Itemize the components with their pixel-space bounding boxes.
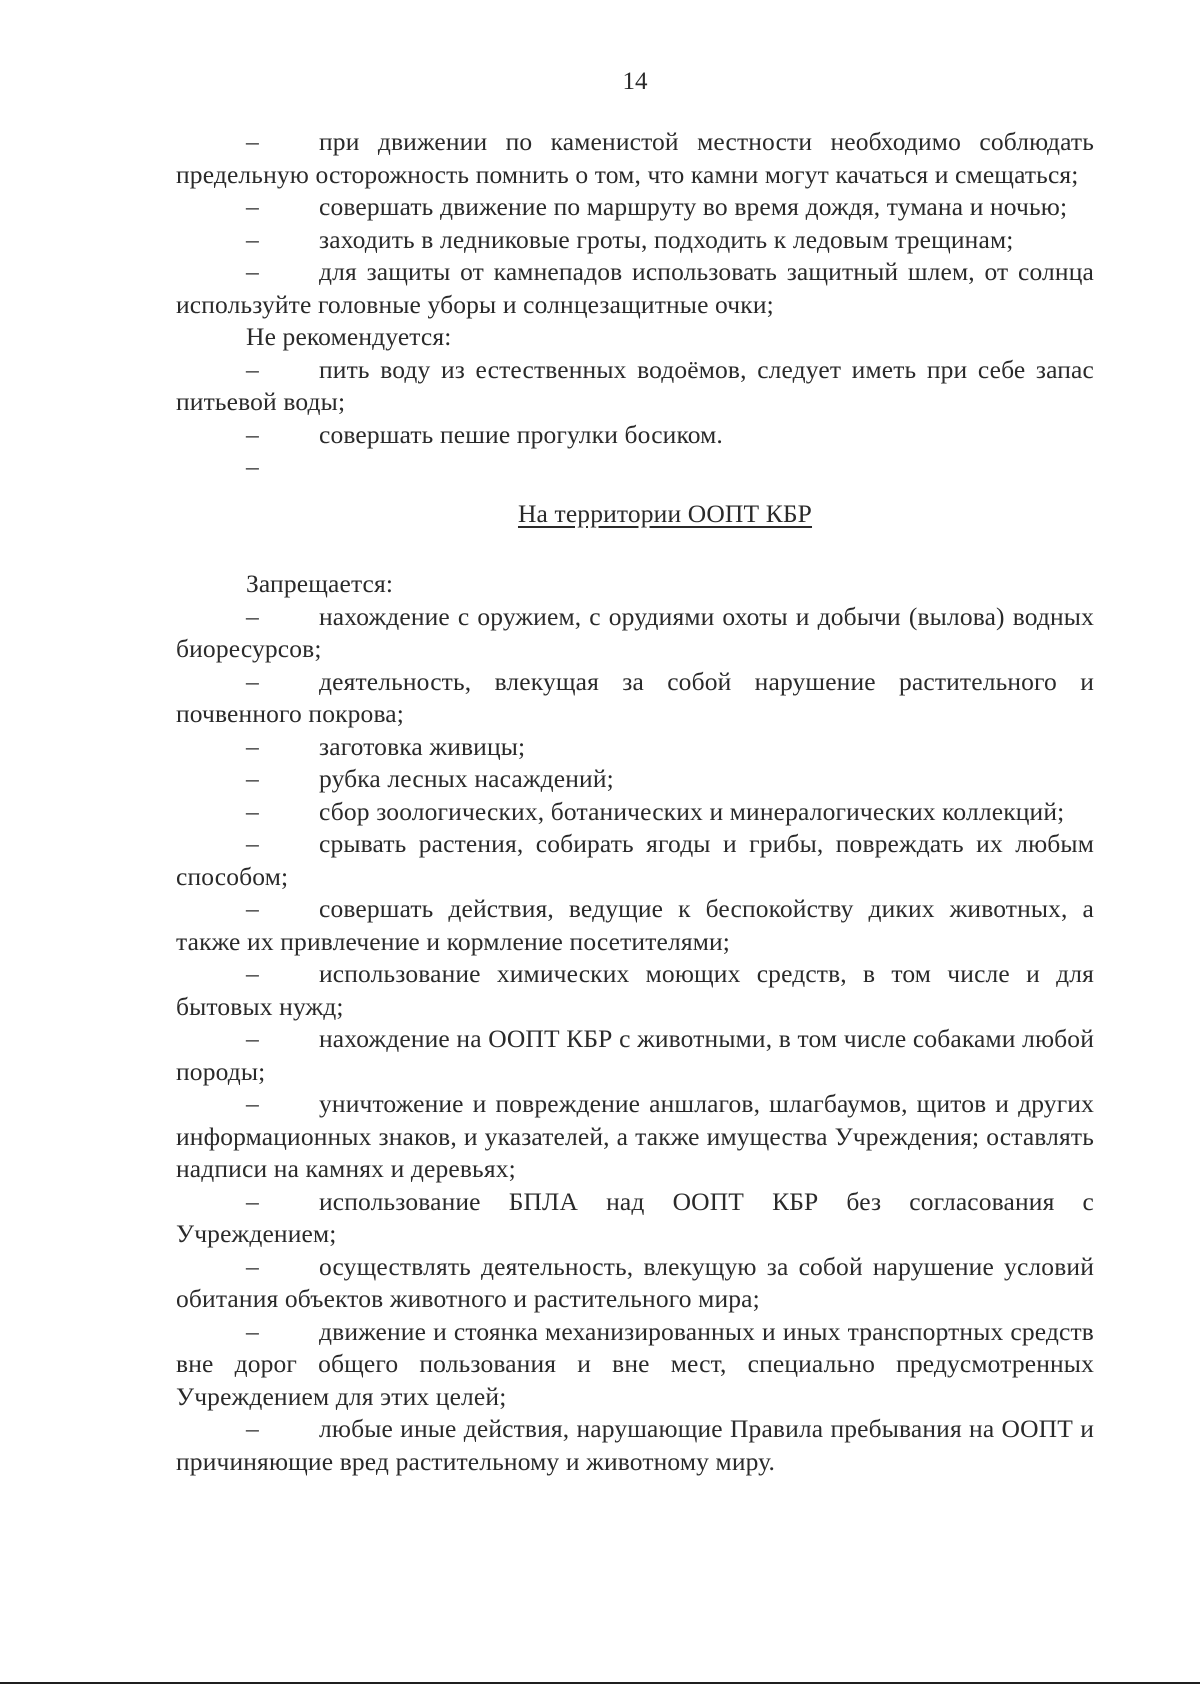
dash-marker: – [246,601,259,631]
dash-marker: – [246,127,259,156]
list-item-text: сбор зоологических, ботанических и минералогических коллекций; [319,796,1065,826]
dash-marker: – [246,731,259,761]
page-number: 14 [622,68,648,95]
dash-marker: – [246,666,259,696]
dash-marker: – [246,1414,259,1443]
list-item [176,224,1094,257]
dash-marker: – [246,354,259,384]
bottom-divider [0,1682,1200,1684]
list-item [176,1088,1094,1186]
dash-marker: – [246,1186,259,1216]
dash-marker: – [246,959,259,988]
list-item [176,958,1094,1023]
dash-marker: – [246,419,259,449]
list-item [176,419,1094,452]
dash-marker: – [246,224,259,254]
list-item-text: пить воду из естественных водоёмов, следует иметь при себе запас питьевой воды; [176,354,1094,416]
list-item-text: рубка лесных насаждений; [319,764,614,793]
prohibited-label: Запрещается: [246,569,394,598]
dash-marker: – [246,829,259,858]
document-body [176,126,1094,1478]
list-item-text: заготовка живицы; [319,731,526,761]
list-item [176,256,1094,321]
dash-marker: – [246,764,259,793]
list-item [176,796,1094,829]
list-item [176,1316,1094,1414]
list-item [176,191,1094,224]
list-item [176,126,1094,191]
rules-list-not-recommended [176,354,1094,484]
list-item-text: движение и стоянка механизированных и иных транспортных средств вне дорог общего пользования и вне мест, специально предусмотренных Учреждением для этих целей; [176,1316,1094,1411]
list-item [176,1023,1094,1088]
list-item-text: использование химических моющих средств, в том числе и для бытовых нужд; [176,959,1094,1021]
dash-marker: – [246,452,259,481]
list-item [176,1186,1094,1251]
empty-list-item [176,451,1094,484]
rules-list-prohibited [176,601,1094,1479]
list-item-text: нахождение с оружием, с орудиями охоты и добычи (вылова) водных биоресурсов; [176,601,1094,663]
dash-marker: – [246,192,259,221]
rules-list-general [176,126,1094,321]
list-item [176,763,1094,796]
list-item [176,893,1094,958]
dash-marker: – [246,257,259,286]
dash-marker: – [246,894,259,923]
not-recommended-label: Не рекомендуется: [246,322,452,351]
list-item [176,828,1094,893]
list-item-text: срывать растения, собирать ягоды и грибы, повреждать их любым способом; [176,829,1094,891]
section-heading: На территории ООПТ КБР [517,498,813,528]
list-item-text: любые иные действия, нарушающие Правила пребывания на ООПТ и причиняющие вред растительному и животному миру. [176,1414,1094,1476]
list-item-text: использование БПЛА над ООПТ КБР без согласования с Учреждением; [176,1186,1094,1248]
list-item-text: совершать пешие прогулки босиком. [319,419,723,449]
list-item-text: совершать движение по маршруту во время дождя, тумана и ночью; [319,192,1068,221]
list-item [176,666,1094,731]
list-item-text: деятельность, влекущая за собой нарушение растительного и почвенного покрова; [176,666,1094,728]
list-item [176,1251,1094,1316]
dash-marker: – [246,1024,259,1053]
dash-marker: – [246,796,259,826]
dash-marker: – [246,1089,259,1118]
list-item [176,1413,1094,1478]
list-item-text: заходить в ледниковые гроты, подходить к ледовым трещинам; [319,224,1014,254]
list-item-text: для защиты от камнепадов использовать защитный шлем, от солнца используйте головные уборы и солнцезащитные очки; [176,257,1094,319]
list-item-text: совершать действия, ведущие к беспокойству диких животных, а также их привлечение и кормление посетителями; [176,894,1094,956]
list-item [176,354,1094,419]
list-item-text: осуществлять деятельность, влекущую за собой нарушение условий обитания объектов животного и растительного мира; [176,1251,1094,1313]
dash-marker: – [246,1251,259,1281]
list-item [176,731,1094,764]
list-item-text: нахождение на ООПТ КБР с животными, в том числе собаками любой породы; [176,1024,1094,1086]
list-item [176,601,1094,666]
dash-marker: – [246,1316,259,1346]
list-item-text: при движении по каменистой местности необходимо соблюдать предельную осторожность помнить о том, что камни могут качаться и смещаться; [176,127,1094,189]
list-item-text: уничтожение и повреждение аншлагов, шлагбаумов, щитов и других информационных знаков, и указателей, а также имущества Учреждения; оставлять надписи на камнях и деревьях; [176,1089,1094,1183]
